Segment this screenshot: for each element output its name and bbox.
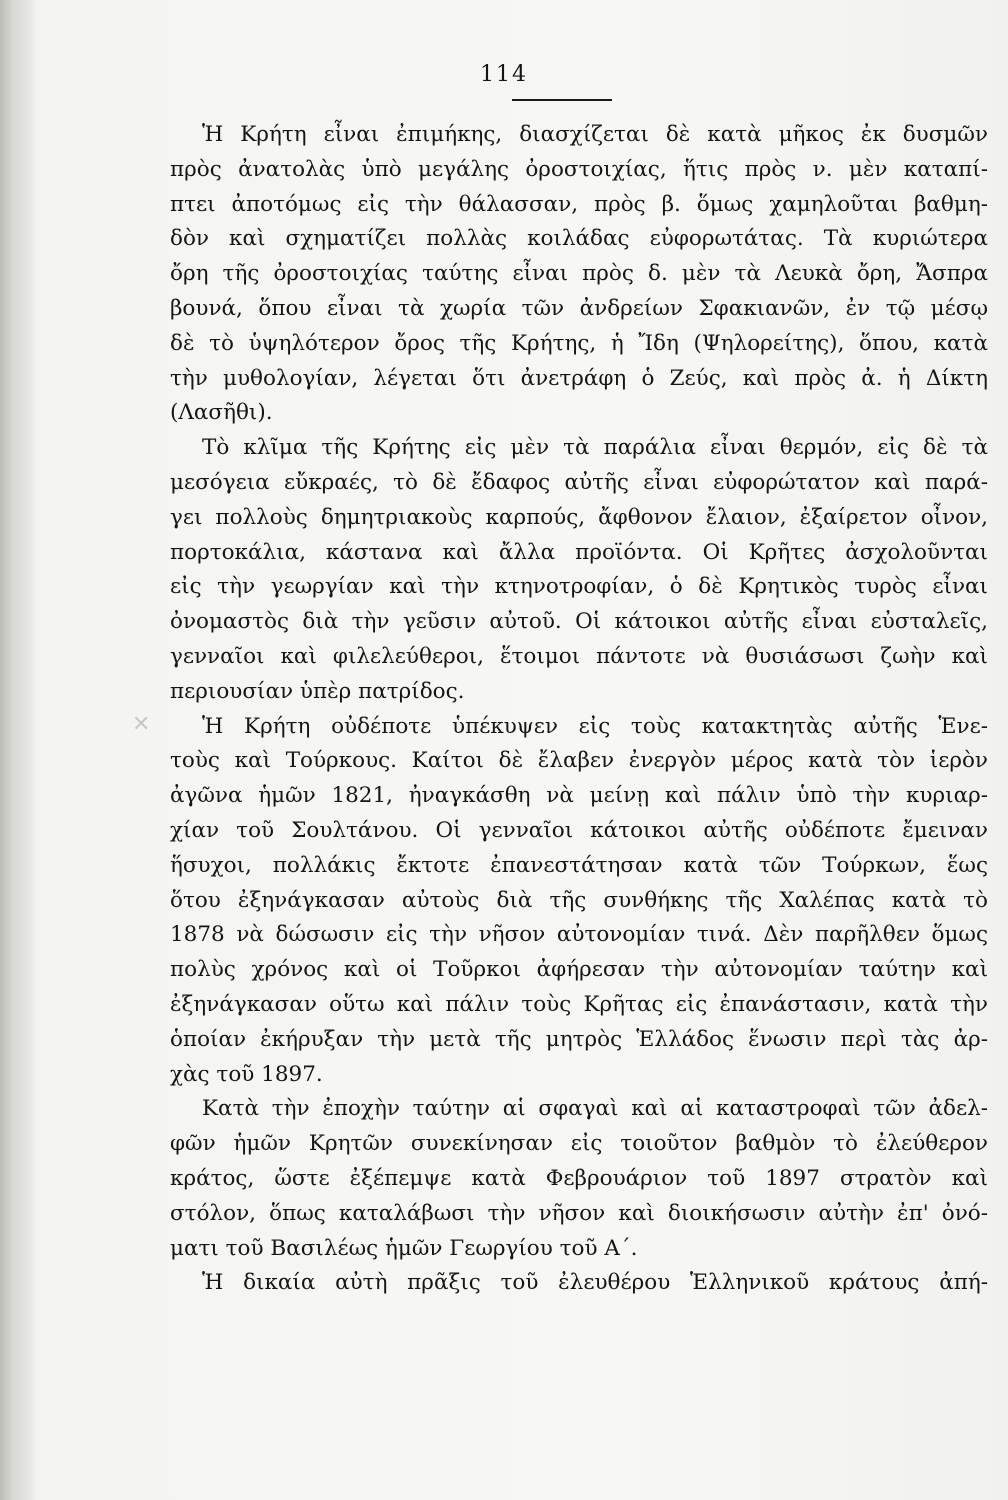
- text-line: τὴν μυθολογίαν, λέγεται ὅτι ἀνετράφη ὁ Ζεύς, καὶ πρὸς ἀ. ἡ Δίκτη: [170, 365, 988, 391]
- text-line: γει πολλοὺς δημητριακοὺς καρπούς, ἄφθονον ἔλαιον, ἐξαίρετον οἶνον,: [170, 504, 988, 530]
- paragraph-1897-intervention: [170, 1092, 988, 1266]
- text-line: φῶν ἡμῶν Κρητῶν συνεκίνησαν εἰς τοιοῦτον βαθμὸν τὸ ἐλεύθερον: [170, 1131, 988, 1157]
- text-line: ὁποίαν ἐκήρυξαν τὴν μετὰ τῆς μητρὸς Ἑλλάδος ἕνωσιν περὶ τὰς ἀρ-: [170, 1026, 988, 1052]
- text-line: 1878 νὰ δώσωσιν εἰς τὴν νῆσον αὐτονομίαν τινά. Δὲν παρῆλθεν ὅμως: [170, 922, 988, 948]
- text-line: Κατὰ τὴν ἐποχὴν ταύτην αἱ σφαγαὶ καὶ αἱ καταστροφαὶ τῶν ἀδελ-: [202, 1096, 988, 1122]
- faint-margin-mark: ✕: [132, 712, 152, 737]
- text-line: πρὸς ἀνατολὰς ὑπὸ μεγάλης ὀροστοιχίας, ἥτις πρὸς ν. μὲν καταπί-: [170, 156, 988, 182]
- text-line: δὲ τὸ ὑψηλότερον ὄρος τῆς Κρήτης, ἡ Ἴδη (Ψηλορείτης), ὅπου, κατὰ: [170, 330, 988, 356]
- text-line: πτει ἀποτόμως εἰς τὴν θάλασσαν, πρὸς β. ὅμως χαμηλοῦται βαθμη-: [170, 191, 988, 217]
- text-line: ὀνομαστὸς διὰ τὴν γεῦσιν αὐτοῦ. Οἱ κάτοικοι αὐτῆς εἶναι εὐσταλεῖς,: [170, 609, 988, 635]
- text-line: μεσόγεια εὔκραές, τὸ δὲ ἔδαφος αὐτῆς εἶναι εὐφορώτατον καὶ παρά-: [170, 469, 988, 495]
- paragraph-continuation: [170, 1266, 988, 1301]
- text-line: εἰς τὴν γεωργίαν καὶ τὴν κτηνοτροφίαν, ὁ δὲ Κρητικὸς τυρὸς εἶναι: [170, 574, 988, 600]
- text-line: βουνά, ὅπου εἶναι τὰ χωρία τῶν ἀνδρείων Σφακιανῶν, ἐν τῷ μέσῳ: [170, 295, 988, 321]
- paragraph-crete-climate: [170, 431, 988, 709]
- paragraph-crete-geography: [170, 118, 988, 431]
- text-line: ὅτου ἐξηνάγκασαν αὐτοὺς διὰ τῆς συνθήκης τῆς Χαλέπας κατὰ τὸ: [170, 887, 988, 913]
- paragraph-crete-history: [170, 710, 988, 1093]
- text-line: ἥσυχοι, πολλάκις ἔκτοτε ἐπανεστάτησαν κατὰ τῶν Τούρκων, ἕως: [170, 852, 988, 878]
- page-number: 114: [480, 62, 528, 87]
- text-line: (Λασῆθι).: [170, 400, 273, 426]
- text-line: χὰς τοῦ 1897.: [170, 1061, 323, 1087]
- text-line: περιουσίαν ὑπὲρ πατρίδος.: [170, 678, 465, 704]
- text-line: κράτος, ὥστε ἐξέπεμψε κατὰ Φεβρουάριον τοῦ 1897 στρατὸν καὶ: [170, 1165, 988, 1191]
- binding-shadow: [0, 0, 36, 1500]
- text-line: χίαν τοῦ Σουλτάνου. Οἱ γενναῖοι κάτοικοι αὐτῆς οὐδέποτε ἔμειναν: [170, 817, 988, 843]
- text-line: ματι τοῦ Βασιλέως ἡμῶν Γεωργίου τοῦ Α΄.: [170, 1235, 638, 1261]
- text-line: δὸν καὶ σχηματίζει πολλὰς κοιλάδας εὐφορωτάτας. Τὰ κυριώτερα: [170, 226, 988, 252]
- text-line: πολὺς χρόνος καὶ οἱ Τοῦρκοι ἀφήρεσαν τὴν αὐτονομίαν ταύτην καὶ: [170, 957, 988, 983]
- text-line: Τὸ κλῖμα τῆς Κρήτης εἰς μὲν τὰ παράλια εἶναι θερμόν, εἰς δὲ τὰ: [202, 435, 988, 461]
- text-line: τοὺς καὶ Τούρκους. Καίτοι δὲ ἔλαβεν ἐνεργὸν μέρος κατὰ τὸν ἱερὸν: [170, 748, 988, 774]
- body-text: [170, 118, 988, 1301]
- text-line: ὄρη τῆς ὀροστοιχίας ταύτης εἶναι πρὸς δ. μὲν τὰ Λευκὰ ὄρη, Ἄσπρα: [170, 261, 988, 287]
- text-line: Ἡ Κρήτη εἶναι ἐπιμήκης, διασχίζεται δὲ κατὰ μῆκος ἐκ δυσμῶν: [202, 122, 988, 147]
- text-line: ἐξηνάγκασαν οὕτω καὶ πάλιν τοὺς Κρῆτας εἰς ἐπανάστασιν, κατὰ τὴν: [170, 991, 988, 1017]
- text-line: Ἡ δικαία αὐτὴ πρᾶξις τοῦ ἐλευθέρου Ἑλληνικοῦ κράτους ἀπή-: [202, 1270, 988, 1296]
- page-number-rule: [512, 99, 612, 101]
- text-line: Ἡ Κρήτη οὐδέποτε ὑπέκυψεν εἰς τοὺς κατακτητὰς αὐτῆς Ἑνε-: [202, 713, 988, 739]
- text-line: πορτοκάλια, κάστανα καὶ ἄλλα προϊόντα. Οἱ Κρῆτες ἀσχολοῦνται: [170, 539, 988, 565]
- text-line: γενναῖοι καὶ φιλελεύθεροι, ἕτοιμοι πάντοτε νὰ θυσιάσωσι ζωὴν καὶ: [170, 643, 988, 669]
- text-line: στόλον, ὅπως καταλάβωσι τὴν νῆσον καὶ διοικήσωσιν αὐτὴν ἐπ' ὀνό-: [170, 1200, 988, 1226]
- text-line: ἀγῶνα ἡμῶν 1821, ἠναγκάσθη νὰ μείνῃ καὶ πάλιν ὑπὸ τὴν κυριαρ-: [170, 783, 988, 809]
